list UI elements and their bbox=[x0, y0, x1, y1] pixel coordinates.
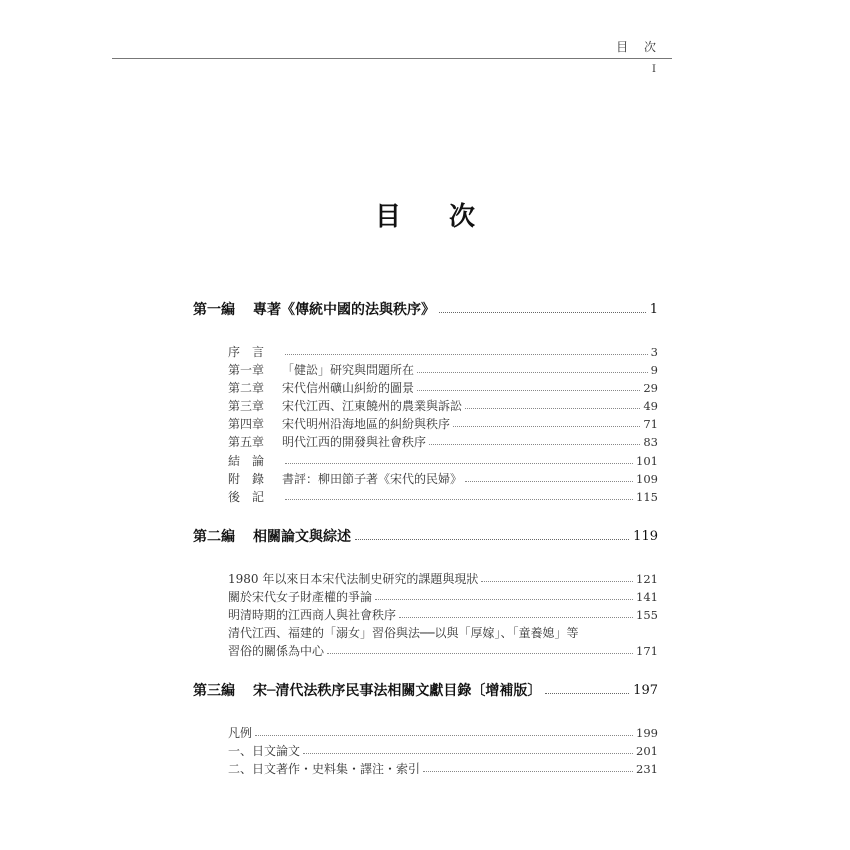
part-page: 119 bbox=[633, 528, 658, 544]
part-page: 197 bbox=[633, 682, 658, 698]
entry-label: 第五章 bbox=[228, 435, 265, 449]
leader-dots bbox=[285, 463, 633, 464]
entry-page: 83 bbox=[643, 434, 658, 449]
page-number: I bbox=[652, 64, 656, 75]
part-label: 第一編 bbox=[193, 302, 235, 318]
entry-title: 宋代明州沿海地區的糾紛與秩序 bbox=[282, 417, 451, 431]
toc-entry bbox=[228, 588, 658, 605]
toc-entry bbox=[228, 488, 658, 505]
leader-dots bbox=[355, 539, 629, 540]
leader-dots bbox=[465, 408, 640, 409]
toc-entry bbox=[228, 379, 658, 396]
toc-entry bbox=[228, 361, 658, 378]
entry-title: 1980 年以來日本宋代法制史研究的課題與現狀 bbox=[228, 572, 479, 586]
leader-dots bbox=[481, 581, 633, 582]
toc-entry bbox=[228, 343, 658, 360]
entry-page: 49 bbox=[643, 398, 658, 413]
entry-page: 155 bbox=[636, 607, 658, 622]
entry-page: 121 bbox=[636, 571, 658, 586]
toc-entry bbox=[228, 397, 658, 414]
entry-page: 109 bbox=[636, 471, 658, 486]
leader-dots bbox=[285, 499, 633, 500]
entry-title: 習俗的關係為中心 bbox=[228, 644, 325, 658]
entry-page: 171 bbox=[636, 643, 658, 658]
toc-entry bbox=[228, 624, 658, 641]
toc-entry bbox=[228, 570, 658, 587]
leader-dots bbox=[375, 599, 633, 600]
entry-page: 71 bbox=[643, 416, 658, 431]
entry-title: 書評：柳田節子著《宋代的民婦》 bbox=[282, 472, 463, 486]
entry-page: 3 bbox=[650, 344, 658, 359]
entry-label: 第一章 bbox=[228, 363, 265, 377]
entry-label: 第四章 bbox=[228, 417, 265, 431]
part-label: 第二編 bbox=[193, 529, 235, 545]
entry-title: 宋代信州礦山糾紛的圖景 bbox=[282, 381, 415, 395]
entry-page: 9 bbox=[650, 362, 658, 377]
leader-dots bbox=[453, 426, 640, 427]
leader-dots bbox=[303, 753, 633, 754]
entry-label: 結 論 bbox=[228, 454, 265, 468]
entry-title: 明代江西的開發與社會秩序 bbox=[282, 435, 427, 449]
entry-page: 199 bbox=[636, 725, 658, 740]
leader-dots bbox=[399, 617, 633, 618]
entry-title: 二、日文著作・史料集・譯注・索引 bbox=[228, 762, 421, 776]
entry-label: 第二章 bbox=[228, 381, 265, 395]
entry-title: 一、日文論文 bbox=[228, 744, 301, 758]
entry-title: 「健訟」研究與問題所在 bbox=[282, 363, 415, 377]
entry-page: 29 bbox=[643, 380, 658, 395]
header-rule bbox=[112, 58, 672, 59]
page-title: 目次 bbox=[374, 202, 523, 232]
toc-entry bbox=[228, 742, 658, 759]
toc-entry bbox=[228, 760, 658, 777]
entry-page: 141 bbox=[636, 589, 658, 604]
part-title: 宋─清代法秩序民事法相關文獻目錄〔增補版〕 bbox=[253, 683, 542, 699]
toc-entry bbox=[228, 724, 658, 741]
leader-dots bbox=[423, 771, 633, 772]
entry-label: 附 錄 bbox=[228, 472, 265, 486]
leader-dots bbox=[439, 312, 646, 313]
part-title: 專著《傳統中國的法與秩序》 bbox=[253, 302, 435, 318]
entry-label: 第三章 bbox=[228, 399, 265, 413]
entry-label: 序 言 bbox=[228, 345, 265, 359]
part-page: 1 bbox=[649, 301, 658, 317]
entry-title: 明清時期的江西商人與社會秩序 bbox=[228, 608, 397, 622]
part-title: 相關論文與綜述 bbox=[253, 529, 351, 545]
part-label: 第三編 bbox=[193, 683, 235, 699]
leader-dots bbox=[417, 372, 648, 373]
toc-entry bbox=[228, 433, 658, 450]
leader-dots bbox=[465, 481, 633, 482]
toc-entry bbox=[228, 470, 658, 487]
part-heading bbox=[193, 679, 658, 701]
toc-entry bbox=[228, 452, 658, 469]
running-header: 目 次 bbox=[616, 40, 662, 54]
leader-dots bbox=[545, 693, 629, 694]
entry-page: 201 bbox=[636, 743, 658, 758]
entry-label: 後 記 bbox=[228, 490, 265, 504]
entry-page: 115 bbox=[636, 489, 658, 504]
leader-dots bbox=[429, 444, 640, 445]
toc-entry bbox=[228, 606, 658, 623]
entry-page: 231 bbox=[636, 761, 658, 776]
leader-dots bbox=[327, 653, 633, 654]
leader-dots bbox=[255, 735, 633, 736]
entry-title: 凡例 bbox=[228, 726, 253, 740]
leader-dots bbox=[285, 354, 648, 355]
leader-dots bbox=[417, 390, 640, 391]
part-heading bbox=[193, 298, 658, 320]
part-heading bbox=[193, 525, 658, 547]
entry-title: 清代江西、福建的「溺女」習俗與法──以與「厚嫁」、「童養媳」等 bbox=[228, 626, 579, 640]
entry-title: 關於宋代女子財產權的爭論 bbox=[228, 590, 373, 604]
toc-entry bbox=[228, 642, 658, 659]
entry-title: 宋代江西、江東饒州的農業與訴訟 bbox=[282, 399, 463, 413]
entry-page: 101 bbox=[636, 453, 658, 468]
toc-entry bbox=[228, 415, 658, 432]
